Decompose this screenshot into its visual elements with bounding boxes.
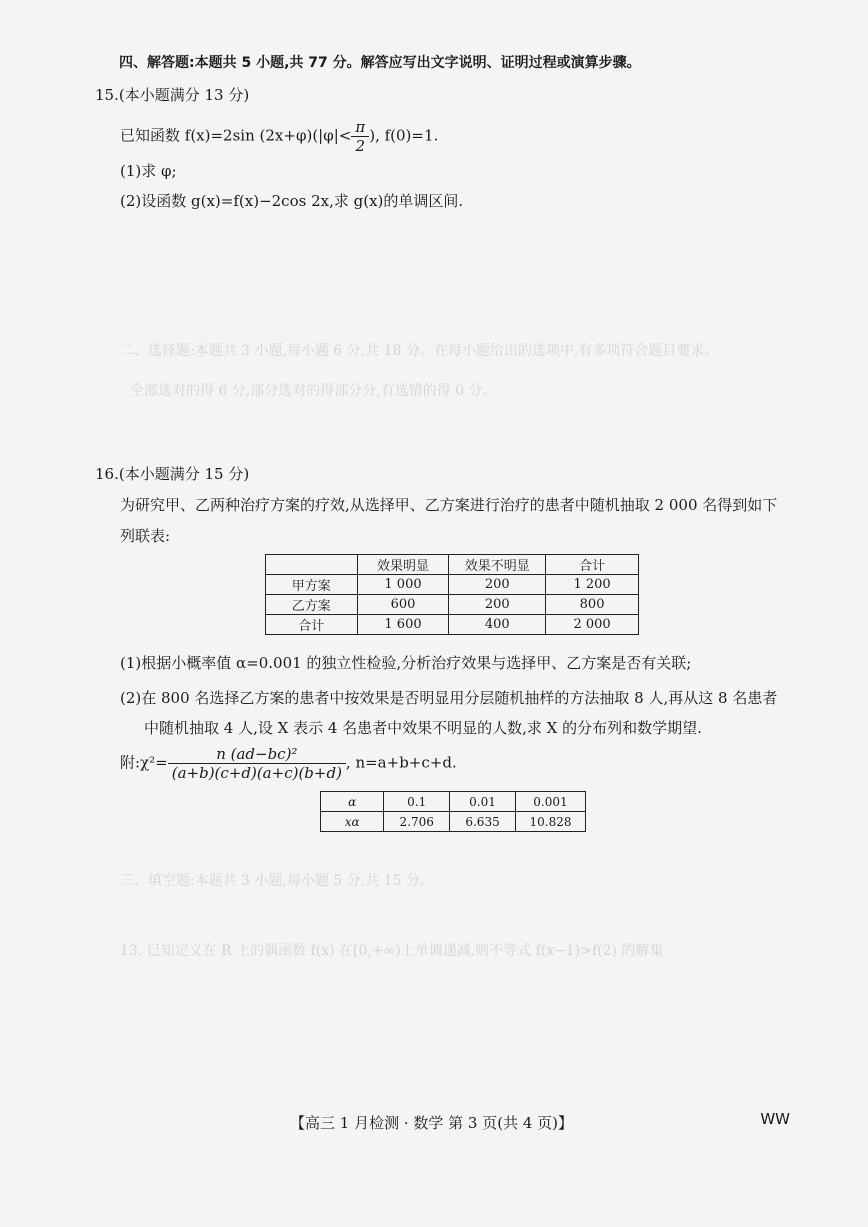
table-cell: α [321,792,384,812]
section-header: 四、解答题:本题共 5 小题,共 77 分。解答应写出文字说明、证明过程或演算步骤。 [119,55,641,71]
table-row [321,792,586,812]
table-cell: 乙方案 [266,595,358,615]
chi-square-fraction [168,745,346,782]
q15-condition-prefix: (|φ|< [312,126,352,145]
table-cell: 合计 [266,615,358,635]
table-cell: 0.001 [515,792,585,812]
q15-condition-suffix: ) [369,126,376,145]
table-cell: 0.01 [450,792,516,812]
fraction-numerator: π [351,118,369,137]
show-through-text: 三、填空题:本题共 3 小题,每小题 5 分,共 15 分。 [120,873,434,889]
appendix-prefix: 附:χ²= [120,753,168,772]
chi-square-formula [120,745,457,782]
table-header-cell [266,555,358,575]
critical-value-table [320,791,586,832]
table-row [266,615,639,635]
table-cell: 0.1 [384,792,450,812]
table-cell: 400 [449,615,546,635]
table-cell: 1 600 [357,615,449,635]
table-cell: 200 [449,575,546,595]
q15-part2: (2)设函数 g(x)=f(x)−2cos 2x,求 g(x)的单调区间. [120,192,464,210]
q16-stem-line2: 列联表: [120,527,171,545]
q15-stem-prefix: 已知函数 f(x)=2sin (2x+φ) [120,126,313,145]
q15-part1: (1)求 φ; [120,162,177,180]
q16-part2-line2: 中随机抽取 4 人,设 X 表示 4 名患者中效果不明显的人数,求 X 的分布列和数学期望. [144,719,702,737]
appendix-suffix: , n=a+b+c+d. [345,753,457,772]
table-row [321,812,586,832]
show-through-text: 全部选对的得 6 分,部分选对的得部分分,有选错的得 0 分。 [130,383,497,399]
table-cell: 200 [449,595,546,615]
q16-part1: (1)根据小概率值 α=0.001 的独立性检验,分析治疗效果与选择甲、乙方案是否有关联; [120,654,692,672]
table-cell: 1 200 [546,575,639,595]
table-row [266,595,639,615]
table-cell: 600 [357,595,449,615]
table-header-cell: 效果明显 [357,555,449,575]
page-footer: 【高三 1 月检测 · 数学 第 3 页(共 4 页)】 [290,1114,574,1132]
fraction-denominator: (a+b)(c+d)(a+c)(b+d) [171,764,342,782]
table-cell: xα [321,812,384,832]
show-through-text: 13. 已知定义在 R 上的偶函数 f(x) 在[0,+∞)上单调递减,则不等式 f(x−1)>f(2) 的解集 [120,943,664,959]
table-header-row [266,555,639,575]
table-cell: 2 000 [546,615,639,635]
fraction-numerator: n (ad−bc)² [168,745,346,764]
q16-stem-line1: 为研究甲、乙两种治疗方案的疗效,从选择甲、乙方案进行治疗的患者中随机抽取 2 000 名得到如下 [120,496,778,514]
table-cell: 2.706 [384,812,450,832]
q15-number: 15.(本小题满分 13 分) [95,86,250,104]
table-row [266,575,639,595]
pi-over-2-fraction [351,118,369,155]
table-cell: 甲方案 [266,575,358,595]
q16-part2-line1: (2)在 800 名选择乙方案的患者中按效果是否明显用分层随机抽样的方法抽取 8 人,再从这 8 名患者 [120,689,778,707]
table-header-cell: 合计 [546,555,639,575]
table-cell: 10.828 [515,812,585,832]
table-cell: 800 [546,595,639,615]
show-through-text: 二、选择题:本题共 3 小题,每小题 6 分,共 18 分。在每小题给出的选项中,有多项符合题目要求。 [120,343,719,359]
table-header-cell: 效果不明显 [449,555,546,575]
q15-stem-suffix: , f(0)=1. [375,126,439,145]
q16-number: 16.(本小题满分 15 分) [95,465,250,483]
fraction-denominator: 2 [355,137,366,155]
contingency-table [265,554,639,635]
table-cell: 6.635 [450,812,516,832]
q15-stem [120,118,438,155]
footer-mark: WW [760,1110,790,1128]
table-cell: 1 000 [357,575,449,595]
